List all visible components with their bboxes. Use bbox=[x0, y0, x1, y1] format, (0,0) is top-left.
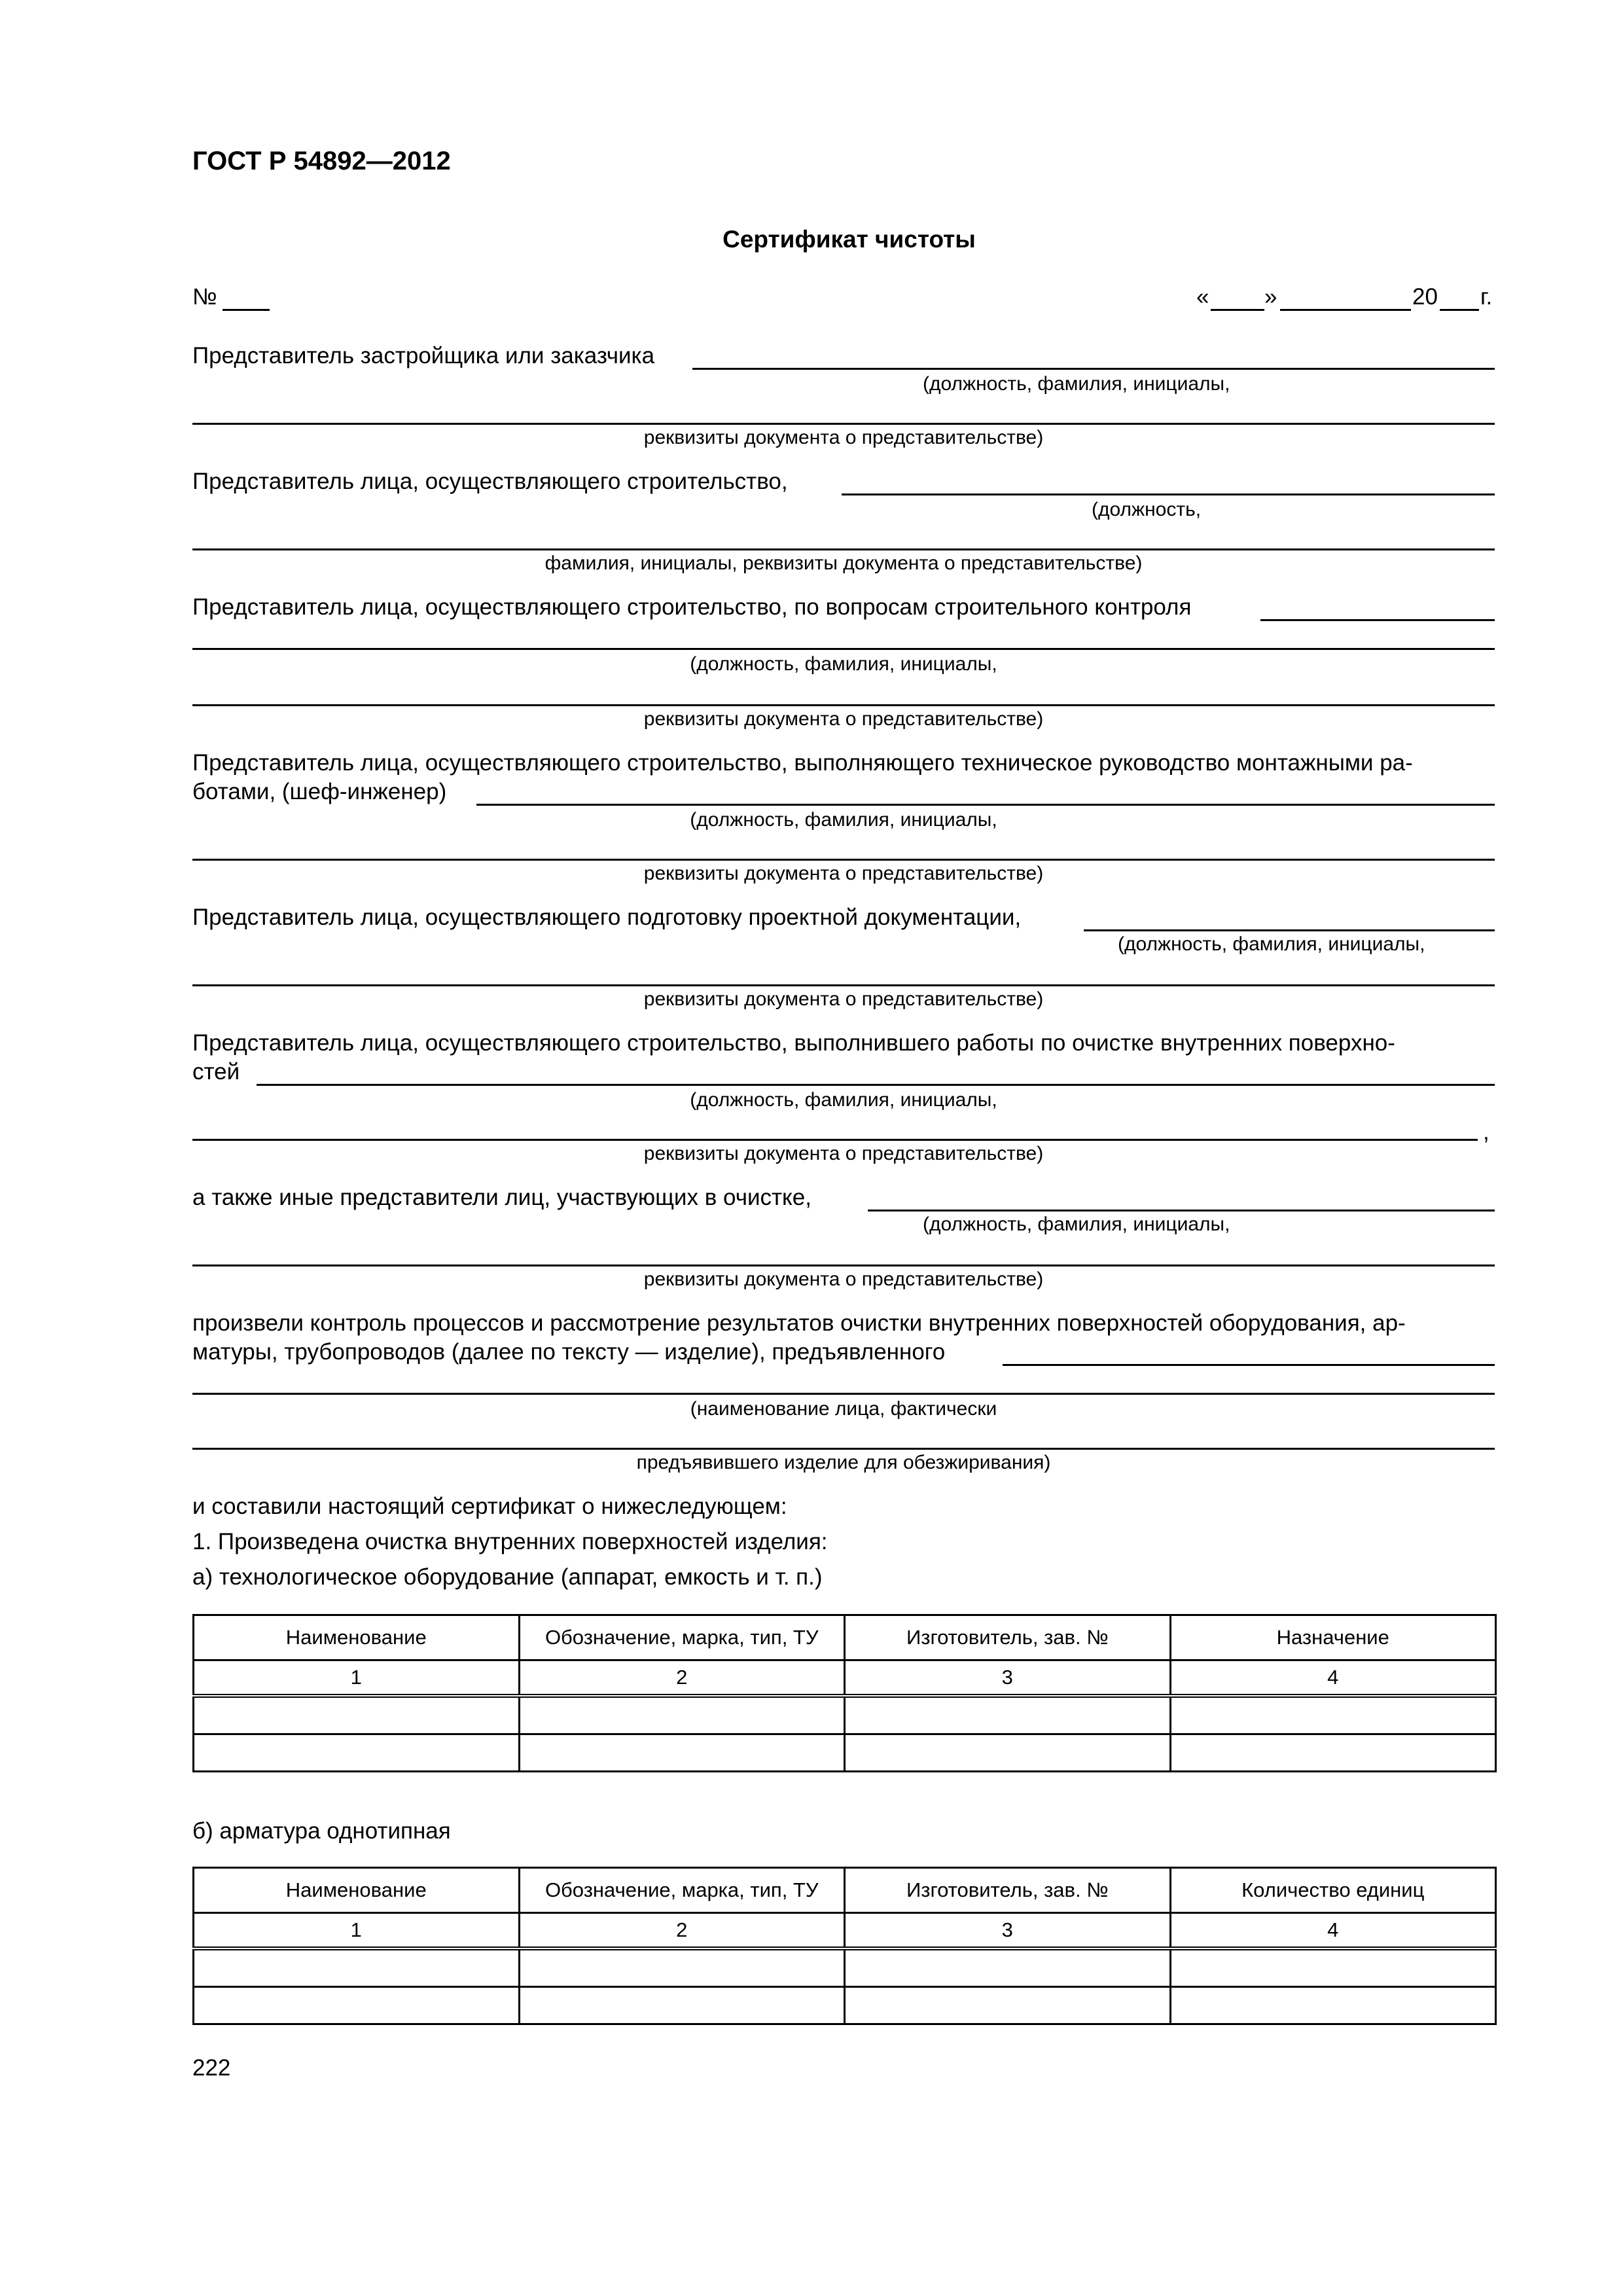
cleaning-label-2: стей bbox=[192, 1059, 240, 1085]
column-number: 1 bbox=[194, 1660, 520, 1696]
standard-code: ГОСТ Р 54892—2012 bbox=[192, 147, 451, 175]
builder-field-1[interactable] bbox=[842, 493, 1495, 495]
date-open-quote: « bbox=[1196, 284, 1209, 310]
cleaning-caption-2: реквизиты документа о представительстве) bbox=[643, 1143, 1044, 1164]
control-field-1[interactable] bbox=[1260, 619, 1495, 621]
table-header: Обозначение, марка, тип, ТУ bbox=[519, 1868, 845, 1913]
valves-table bbox=[192, 1867, 1497, 2025]
number-label: № bbox=[192, 284, 217, 310]
table-cell[interactable] bbox=[845, 1987, 1171, 2024]
developer-label: Представитель застройщика или заказчика bbox=[192, 343, 655, 368]
builder-field-2[interactable] bbox=[192, 548, 1495, 550]
others-label: а также иные представители лиц, участвующих в очистке, bbox=[192, 1185, 812, 1210]
table-cell[interactable] bbox=[845, 1734, 1171, 1772]
table-cell[interactable] bbox=[845, 1948, 1171, 1987]
column-number: 3 bbox=[845, 1660, 1171, 1696]
date-year-suffix: г. bbox=[1480, 284, 1493, 310]
presenter-caption-1: (наименование лица, фактически bbox=[690, 1398, 997, 1420]
table-cell[interactable] bbox=[845, 1696, 1171, 1734]
table-row bbox=[194, 1696, 1496, 1734]
presenter-field-2[interactable] bbox=[192, 1393, 1495, 1395]
cleaning-field-2[interactable] bbox=[192, 1139, 1478, 1141]
table-cell[interactable] bbox=[194, 1696, 520, 1734]
equipment-table bbox=[192, 1614, 1497, 1772]
number-field[interactable] bbox=[223, 309, 270, 311]
control-label: Представитель лица, осуществляющего строительство, по вопросам строительного контроля bbox=[192, 594, 1192, 620]
table-cell[interactable] bbox=[519, 1987, 845, 2024]
chief-field-2[interactable] bbox=[192, 859, 1495, 861]
table-row bbox=[194, 1734, 1496, 1772]
table-header: Обозначение, марка, тип, ТУ bbox=[519, 1615, 845, 1660]
design-field-2[interactable] bbox=[192, 984, 1495, 986]
column-number: 4 bbox=[1170, 1913, 1496, 1949]
developer-field-2[interactable] bbox=[192, 423, 1495, 425]
table-cell[interactable] bbox=[519, 1734, 845, 1772]
chief-caption-2: реквизиты документа о представительстве) bbox=[643, 863, 1044, 884]
sub-b-text: б) арматура однотипная bbox=[192, 1818, 451, 1844]
control-field-3[interactable] bbox=[192, 704, 1495, 706]
cleaning-caption-1: (должность, фамилия, инициалы, bbox=[690, 1089, 997, 1111]
chief-label-2: ботами, (шеф-инженер) bbox=[192, 779, 447, 804]
sub-a-text: а) технологическое оборудование (аппарат, емкость и т. п.) bbox=[192, 1564, 823, 1590]
control-field-2[interactable] bbox=[192, 648, 1495, 650]
control-caption-2: реквизиты документа о представительстве) bbox=[643, 708, 1044, 730]
table-cell[interactable] bbox=[519, 1948, 845, 1987]
design-caption-2: реквизиты документа о представительстве) bbox=[643, 988, 1044, 1010]
table-cell[interactable] bbox=[1170, 1734, 1496, 1772]
column-number: 3 bbox=[845, 1913, 1171, 1949]
presenter-caption-2: предъявившего изделие для обезжиривания) bbox=[636, 1452, 1051, 1473]
chief-label: Представитель лица, осуществляющего строительство, выполняющего техническое руководство монтажными ра- bbox=[192, 750, 1413, 776]
control-caption-1: (должность, фамилия, инициалы, bbox=[690, 653, 997, 675]
column-number: 4 bbox=[1170, 1660, 1496, 1696]
table-header: Изготовитель, зав. № bbox=[845, 1868, 1171, 1913]
compiled-text: и составили настоящий сертификат о нижеследующем: bbox=[192, 1494, 787, 1519]
table-header: Наименование bbox=[194, 1868, 520, 1913]
table-cell[interactable] bbox=[194, 1948, 520, 1987]
page-number: 222 bbox=[192, 2055, 231, 2081]
item-1-text: 1. Произведена очистка внутренних поверхностей изделия: bbox=[192, 1529, 828, 1554]
date-year-prefix: 20 bbox=[1412, 284, 1438, 310]
design-field-1[interactable] bbox=[1084, 929, 1495, 931]
others-field-2[interactable] bbox=[192, 1265, 1495, 1266]
cleaning-comma: , bbox=[1483, 1119, 1489, 1145]
others-caption-1: (должность, фамилия, инициалы, bbox=[923, 1213, 1230, 1235]
presenter-field-1[interactable] bbox=[1003, 1364, 1495, 1366]
table-row bbox=[194, 1948, 1496, 1987]
column-number: 2 bbox=[519, 1913, 845, 1949]
design-caption-1: (должность, фамилия, инициалы, bbox=[1118, 933, 1425, 955]
date-day-field[interactable] bbox=[1211, 309, 1264, 311]
control-text-line-2: матуры, трубопроводов (далее по тексту — изделие), предъявленного bbox=[192, 1339, 946, 1365]
others-caption-2: реквизиты документа о представительстве) bbox=[643, 1268, 1044, 1290]
table-cell[interactable] bbox=[194, 1987, 520, 2024]
developer-caption-1: (должность, фамилия, инициалы, bbox=[923, 373, 1230, 395]
table-cell[interactable] bbox=[1170, 1948, 1496, 1987]
others-field-1[interactable] bbox=[868, 1210, 1495, 1211]
date-year-field[interactable] bbox=[1440, 309, 1479, 311]
date-month-field[interactable] bbox=[1280, 309, 1411, 311]
column-number: 2 bbox=[519, 1660, 845, 1696]
column-number: 1 bbox=[194, 1913, 520, 1949]
developer-caption-2: реквизиты документа о представительстве) bbox=[643, 427, 1044, 448]
presenter-field-3[interactable] bbox=[192, 1448, 1495, 1450]
document-title: Сертификат чистоты bbox=[722, 226, 976, 253]
cleaning-label: Представитель лица, осуществляющего строительство, выполнившего работы по очистке внутренних поверхно- bbox=[192, 1030, 1395, 1056]
chief-field-1[interactable] bbox=[476, 804, 1495, 806]
chief-caption-1: (должность, фамилия, инициалы, bbox=[690, 809, 997, 831]
table-header: Количество единиц bbox=[1170, 1868, 1496, 1913]
date-close-quote: » bbox=[1264, 284, 1277, 310]
developer-field-1[interactable] bbox=[692, 368, 1495, 370]
table-cell[interactable] bbox=[1170, 1987, 1496, 2024]
control-text-line-1: произвели контроль процессов и рассмотрение результатов очистки внутренних поверхностей оборудования, ар- bbox=[192, 1310, 1406, 1336]
design-label: Представитель лица, осуществляющего подготовку проектной документации, bbox=[192, 905, 1022, 930]
table-header: Наименование bbox=[194, 1615, 520, 1660]
table-header: Изготовитель, зав. № bbox=[845, 1615, 1171, 1660]
table-row bbox=[194, 1987, 1496, 2024]
builder-caption-2: фамилия, инициалы, реквизиты документа о представительстве) bbox=[544, 552, 1143, 574]
builder-caption-1: (должность, bbox=[1092, 499, 1202, 520]
table-header: Назначение bbox=[1170, 1615, 1496, 1660]
cleaning-field-1[interactable] bbox=[257, 1084, 1495, 1086]
table-cell[interactable] bbox=[194, 1734, 520, 1772]
table-cell[interactable] bbox=[519, 1696, 845, 1734]
table-cell[interactable] bbox=[1170, 1696, 1496, 1734]
builder-label: Представитель лица, осуществляющего строительство, bbox=[192, 469, 788, 494]
